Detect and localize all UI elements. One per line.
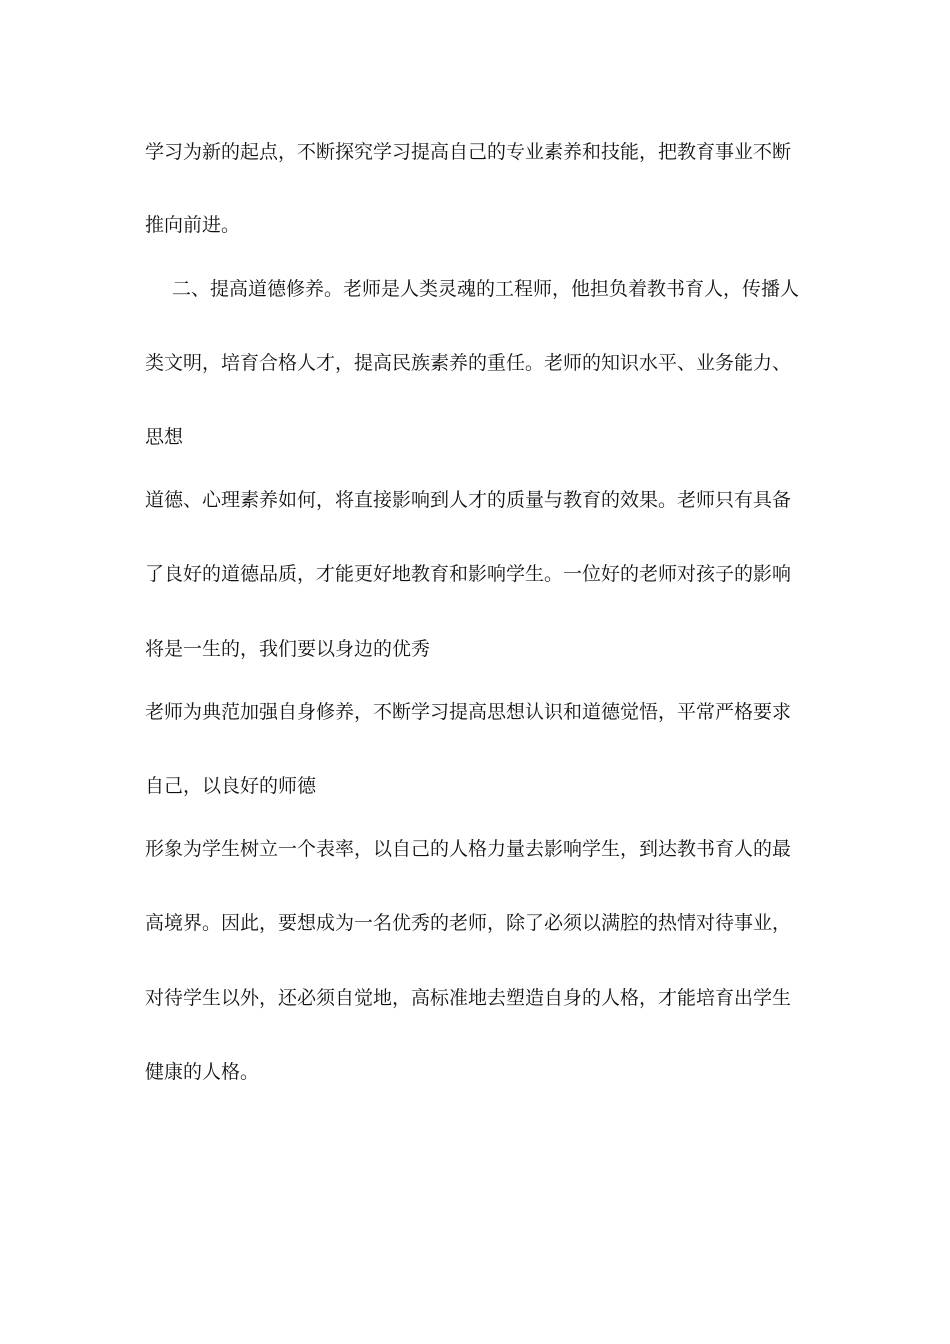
- text-line-1: 学习为新的起点，不断探究学习提高自己的专业素养和技能，把教育事业不断: [145, 141, 792, 163]
- text-line-12: 高境界。因此，要想成为一名优秀的老师，除了必须以满腔的热情对待事业，: [145, 912, 792, 934]
- text-line-11: 形象为学生树立一个表率，以自己的人格力量去影响学生，到达教书育人的最: [145, 838, 792, 860]
- text-line-9: 老师为典范加强自身修养，不断学习提高思想认识和道德觉悟，平常严格要求: [145, 701, 792, 723]
- text-line-14: 健康的人格。: [145, 1061, 260, 1083]
- text-line-13: 对待学生以外，还必须自觉地，高标准地去塑造自身的人格，才能培育出学生: [145, 987, 792, 1009]
- text-line-5: 思想: [145, 426, 184, 448]
- paragraph-start-line: 二、提高道德修养。老师是人类灵魂的工程师，他担负着教书育人，传播人: [172, 278, 800, 300]
- text-line-7: 了良好的道德品质，才能更好地教育和影响学生。一位好的老师对孩子的影响: [145, 563, 792, 585]
- text-line-6: 道德、心理素养如何，将直接影响到人才的质量与教育的效果。老师只有具备: [145, 489, 792, 511]
- text-line-10: 自己，以良好的师德: [145, 775, 317, 797]
- text-line-8: 将是一生的，我们要以身边的优秀: [145, 638, 431, 660]
- text-line-4: 类文明，培育合格人才，提高民族素养的重任。老师的知识水平、业务能力、: [145, 352, 792, 374]
- text-line-2: 推向前进。: [145, 214, 241, 236]
